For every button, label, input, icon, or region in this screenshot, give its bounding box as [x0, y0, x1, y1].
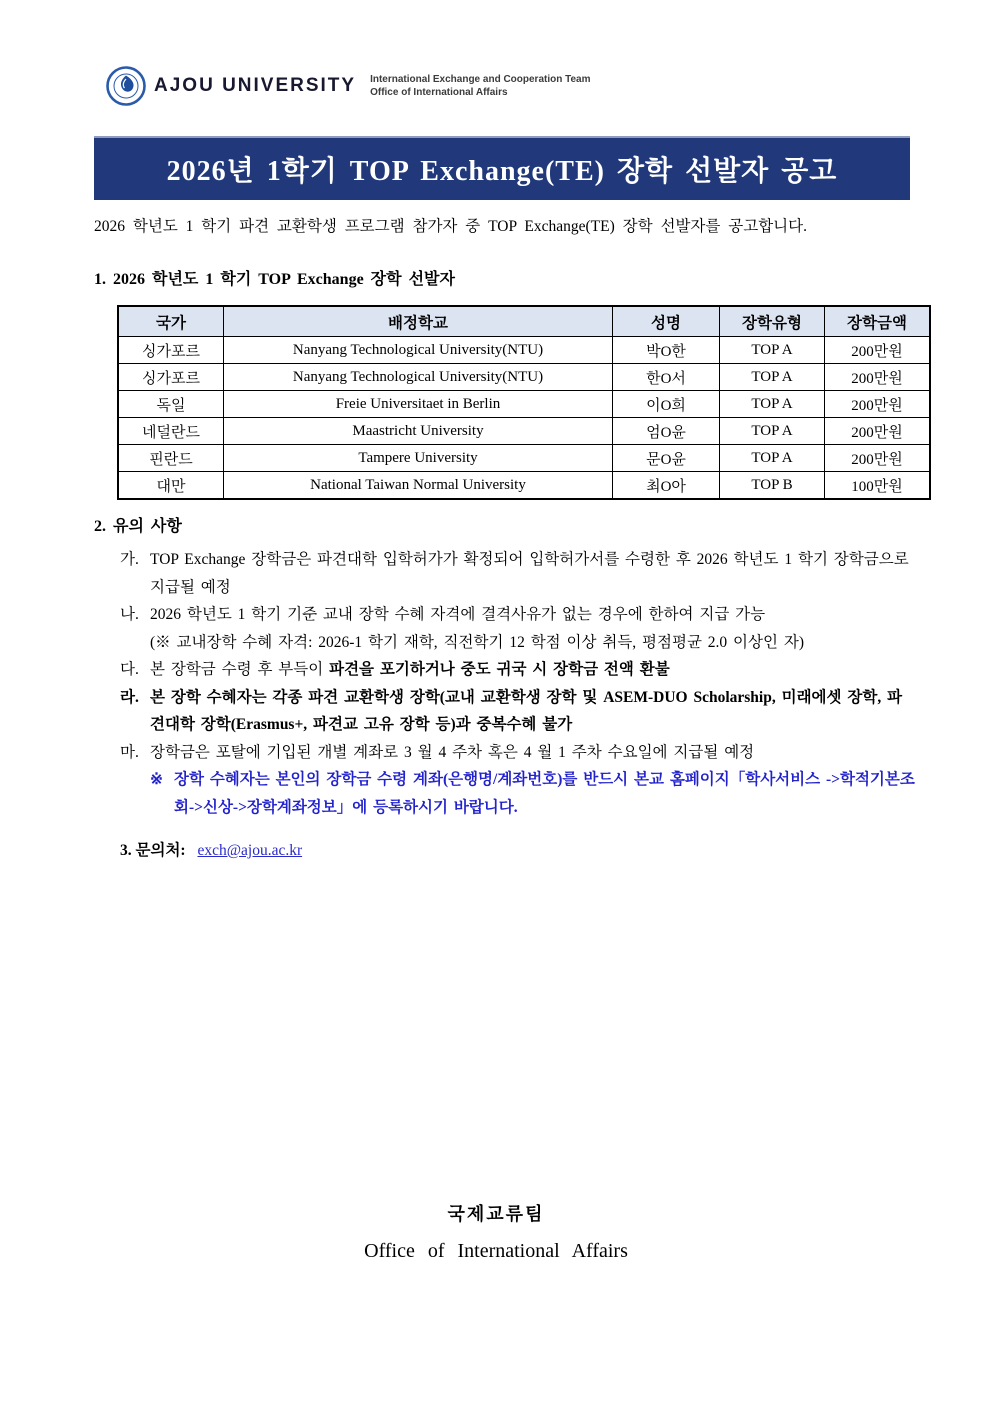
table-header-row [118, 306, 930, 337]
col-header-amount: 장학금액 [825, 306, 931, 337]
page-title: 2026년 1학기 TOP Exchange(TE) 장학 선발자 공고 [166, 156, 838, 187]
cell-university: Maastricht University [224, 418, 613, 445]
note-text-bold: 파견을 포기하거나 중도 귀국 시 장학금 전액 환불 [329, 661, 670, 678]
note-item-da [120, 656, 916, 684]
notes-section [94, 513, 916, 821]
cell-type: TOP A [720, 364, 825, 391]
table-row [118, 472, 930, 500]
col-header-name: 성명 [613, 306, 720, 337]
cell-name: 한O서 [613, 364, 720, 391]
note-item-na [120, 601, 916, 656]
cell-country: 싱가포르 [118, 364, 224, 391]
table-row [118, 418, 930, 445]
cell-university: National Taiwan Normal University [224, 472, 613, 500]
cell-country: 독일 [118, 391, 224, 418]
note-text: TOP Exchange 장학금은 파견대학 입학허가가 확정되어 입학허가서를 수령한 후 2026 학년도 1 학기 장학금으로 지급될 예정 [150, 551, 909, 596]
contact-label: 3. 문의처: [120, 842, 186, 859]
table-row [118, 337, 930, 364]
note-text: 장학금은 포탈에 기입된 개별 계좌로 3 월 4 주차 혹은 4 월 1 주차 수요일에 지급될 예정 [150, 743, 755, 761]
cell-name: 이O희 [613, 391, 720, 418]
section2-heading: 2. 유의 사항 [94, 518, 182, 535]
cell-name: 최O아 [613, 472, 720, 500]
notes-list [94, 546, 916, 821]
ajou-university-emblem-icon [106, 66, 146, 106]
cell-name: 문O윤 [613, 445, 720, 472]
university-name: AJOU UNIVERSITY [154, 75, 357, 96]
footer-team-korean: 국제교류팀 [447, 1204, 545, 1224]
cell-type: TOP A [720, 391, 825, 418]
scholarship-table-wrap [117, 305, 931, 500]
account-registration-note [150, 766, 916, 821]
scholarship-table [117, 305, 931, 500]
cell-amount: 200만원 [825, 337, 931, 364]
cell-university: Nanyang Technological University(NTU) [224, 364, 613, 391]
cell-country: 대만 [118, 472, 224, 500]
col-header-type: 장학유형 [720, 306, 825, 337]
cell-amount: 200만원 [825, 364, 931, 391]
col-header-university: 배정학교 [224, 306, 613, 337]
note-text [150, 656, 916, 684]
note-marker: 라. [120, 688, 139, 706]
cell-type: TOP B [720, 472, 825, 500]
section1-heading: 1. 2026 학년도 1 학기 TOP Exchange 장학 선발자 [94, 271, 455, 288]
cell-name: 엄O윤 [613, 418, 720, 445]
cell-type: TOP A [720, 418, 825, 445]
note-item-ra [120, 684, 916, 739]
contact-email-link[interactable]: exch@ajou.ac.kr [197, 842, 303, 859]
department-line1: International Exchange and Cooperation Team [370, 74, 591, 85]
note-subnote: (※ 교내장학 수혜 자격: 2026-1 학기 재학, 직전학기 12 학점 이상 취득, 평점평균 2.0 이상인 자) [150, 633, 804, 651]
title-banner [94, 136, 910, 200]
cell-amount: 100만원 [825, 472, 931, 500]
note-text [150, 601, 916, 656]
cell-amount: 200만원 [825, 391, 931, 418]
cell-university: Tampere University [224, 445, 613, 472]
intro-paragraph: 2026 학년도 1 학기 파견 교환학생 프로그램 참가자 중 TOP Exchange(TE) 장학 선발자를 공고합니다. [94, 218, 807, 235]
table-row [118, 391, 930, 418]
department-line2: Office of International Affairs [370, 87, 508, 98]
blue-note-text: 장학 수혜자는 본인의 장학금 수령 계좌(은행명/계좌번호)를 반드시 본교 홈페이지「학사서비스 ->학적기본조회->신상->장학계좌정보」에 등록하시기 바랍니다. [174, 771, 915, 816]
cell-type: TOP A [720, 445, 825, 472]
note-marker: 나. [120, 606, 139, 623]
asterisk-marker: ※ [150, 771, 163, 788]
note-item-ma [120, 739, 916, 767]
cell-amount: 200만원 [825, 445, 931, 472]
department-name [370, 73, 590, 99]
table-row [118, 445, 930, 472]
note-marker: 다. [120, 661, 139, 678]
footer-team-english: Office of International Affairs [364, 1240, 628, 1262]
note-marker: 가. [120, 551, 139, 568]
note-item-ga [120, 546, 916, 601]
cell-country: 네덜란드 [118, 418, 224, 445]
contact-line [120, 838, 302, 860]
cell-country: 싱가포르 [118, 337, 224, 364]
note-text: 본 장학 수혜자는 각종 파견 교환학생 장학(교내 교환학생 장학 및 ASEM-DUO Scholarship, 미래에셋 장학, 파견대학 장학(Erasmus+, 파견교 고유 장학 등)과 중복수혜 불가 [150, 688, 903, 733]
cell-name: 박O한 [613, 337, 720, 364]
note-text-main: 2026 학년도 1 학기 기준 교내 장학 수혜 자격에 결격사유가 없는 경우에 한하여 지급 가능 [150, 606, 766, 623]
cell-university: Nanyang Technological University(NTU) [224, 337, 613, 364]
cell-country: 핀란드 [118, 445, 224, 472]
university-header [106, 66, 591, 106]
cell-amount: 200만원 [825, 418, 931, 445]
table-row [118, 364, 930, 391]
note-text-normal: 본 장학금 수령 후 부득이 [150, 661, 330, 678]
cell-type: TOP A [720, 337, 825, 364]
col-header-country: 국가 [118, 306, 224, 337]
note-marker: 마. [120, 743, 139, 761]
cell-university: Freie Universitaet in Berlin [224, 391, 613, 418]
